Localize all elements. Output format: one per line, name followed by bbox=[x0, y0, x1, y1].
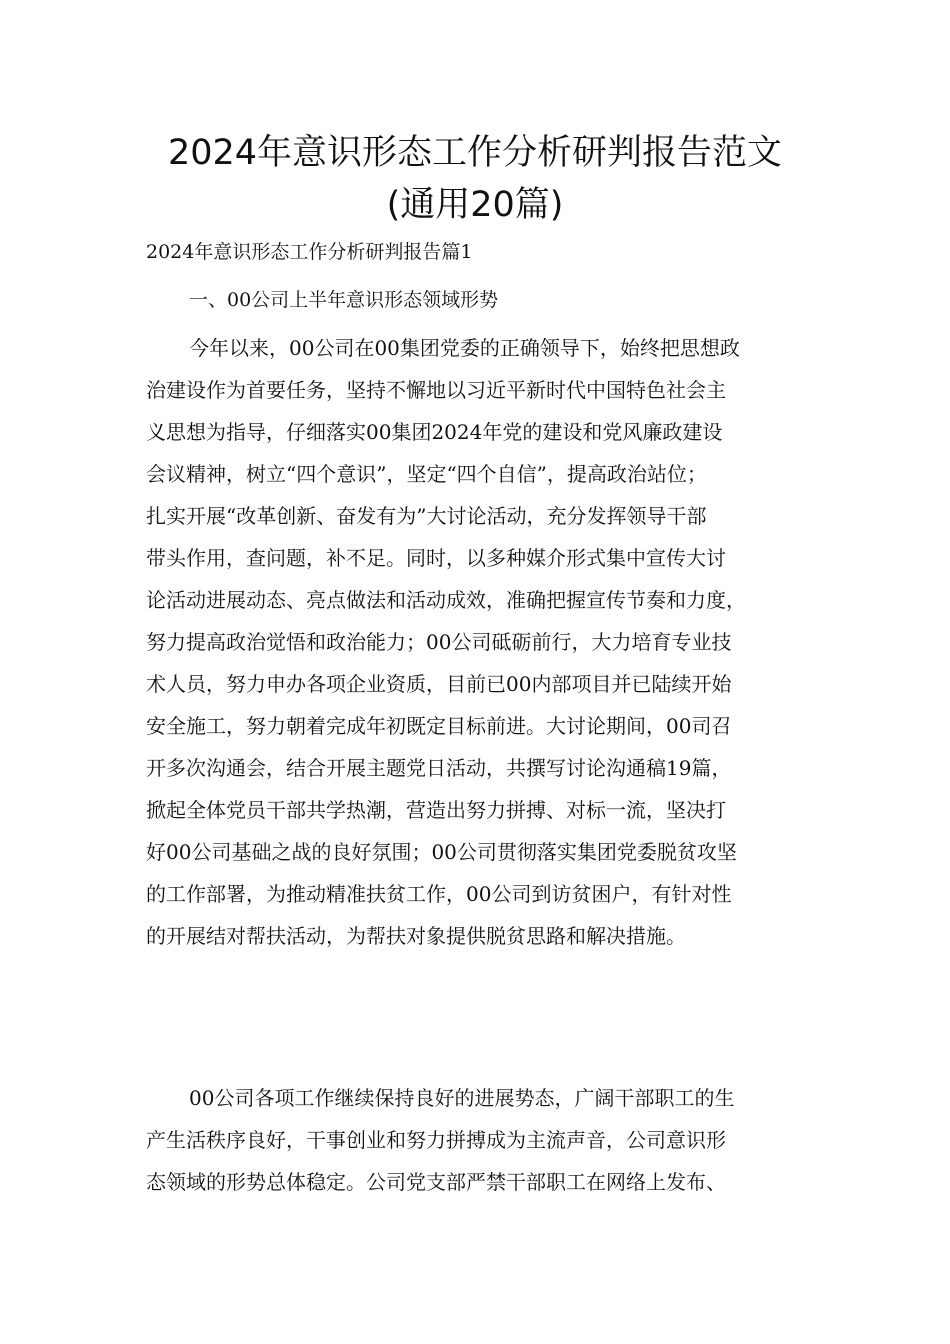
paragraph-line: 好00公司基础之战的良好氛围；00公司贯彻落实集团党委脱贫攻坚 bbox=[146, 840, 737, 864]
paragraph-line: 努力提高政治觉悟和政治能力；00公司砥砺前行，大力培育专业技 bbox=[146, 630, 732, 654]
paragraph-line: 带头作用，查问题，补不足。同时，以多种媒介形式集中宣传大讨 bbox=[146, 546, 726, 570]
body-paragraph-1 bbox=[146, 327, 826, 957]
paragraph-line: 态领域的形势总体稳定。公司党支部严禁干部职工在网络上发布、 bbox=[146, 1170, 726, 1194]
paragraph-line: 术人员，努力申办各项企业资质，目前已00内部项目并已陆续开始 bbox=[146, 672, 732, 696]
paragraph-line: 产生活秩序良好，干事创业和努力拼搏成为主流声音，公司意识形 bbox=[146, 1128, 726, 1152]
paragraph-line: 会议精神，树立“四个意识”，坚定“四个自信”，提高政治站位； bbox=[146, 462, 707, 486]
paragraph-line: 治建设作为首要任务，坚持不懈地以习近平新时代中国特色社会主 bbox=[146, 378, 726, 402]
paragraph-line: 掀起全体党员干部共学热潮，营造出努力拼搏、对标一流，坚决打 bbox=[146, 798, 726, 822]
paragraph-line: 论活动进展动态、亮点做法和活动成效，准确把握宣传节奏和力度， bbox=[146, 588, 746, 612]
paragraph-line: 今年以来，00公司在00集团党委的正确领导下，始终把思想政 bbox=[189, 336, 740, 360]
paragraph-line: 的工作部署，为推动精准扶贫工作，00公司到访贫困户，有针对性 bbox=[146, 882, 732, 906]
document-title: 2024年意识形态工作分析研判报告范文 bbox=[167, 133, 783, 173]
document-title-subtitle: (通用20篇) bbox=[386, 185, 564, 225]
paragraph-line: 00公司各项工作继续保持良好的进展势态，广阔干部职工的生 bbox=[189, 1086, 735, 1110]
section-heading: 2024年意识形态工作分析研判报告篇1 bbox=[146, 241, 473, 263]
paragraph-line: 义思想为指导，仔细落实00集团2024年党的建设和党风廉政建设 bbox=[146, 420, 723, 444]
paragraph-line: 开多次沟通会，结合开展主题党日活动，共撰写讨论沟通稿19篇， bbox=[146, 756, 732, 780]
subsection-heading: 一、00公司上半年意识形态领域形势 bbox=[189, 289, 499, 311]
body-paragraph-2 bbox=[146, 1077, 826, 1203]
paragraph-line: 扎实开展“改革创新、奋发有为”大讨论活动，充分发挥领导干部 bbox=[146, 504, 707, 528]
paragraph-line: 的开展结对帮扶活动，为帮扶对象提供脱贫思路和解决措施。 bbox=[146, 924, 686, 948]
paragraph-line: 安全施工，努力朝着完成年初既定目标前进。大讨论期间，00司召 bbox=[146, 714, 732, 738]
